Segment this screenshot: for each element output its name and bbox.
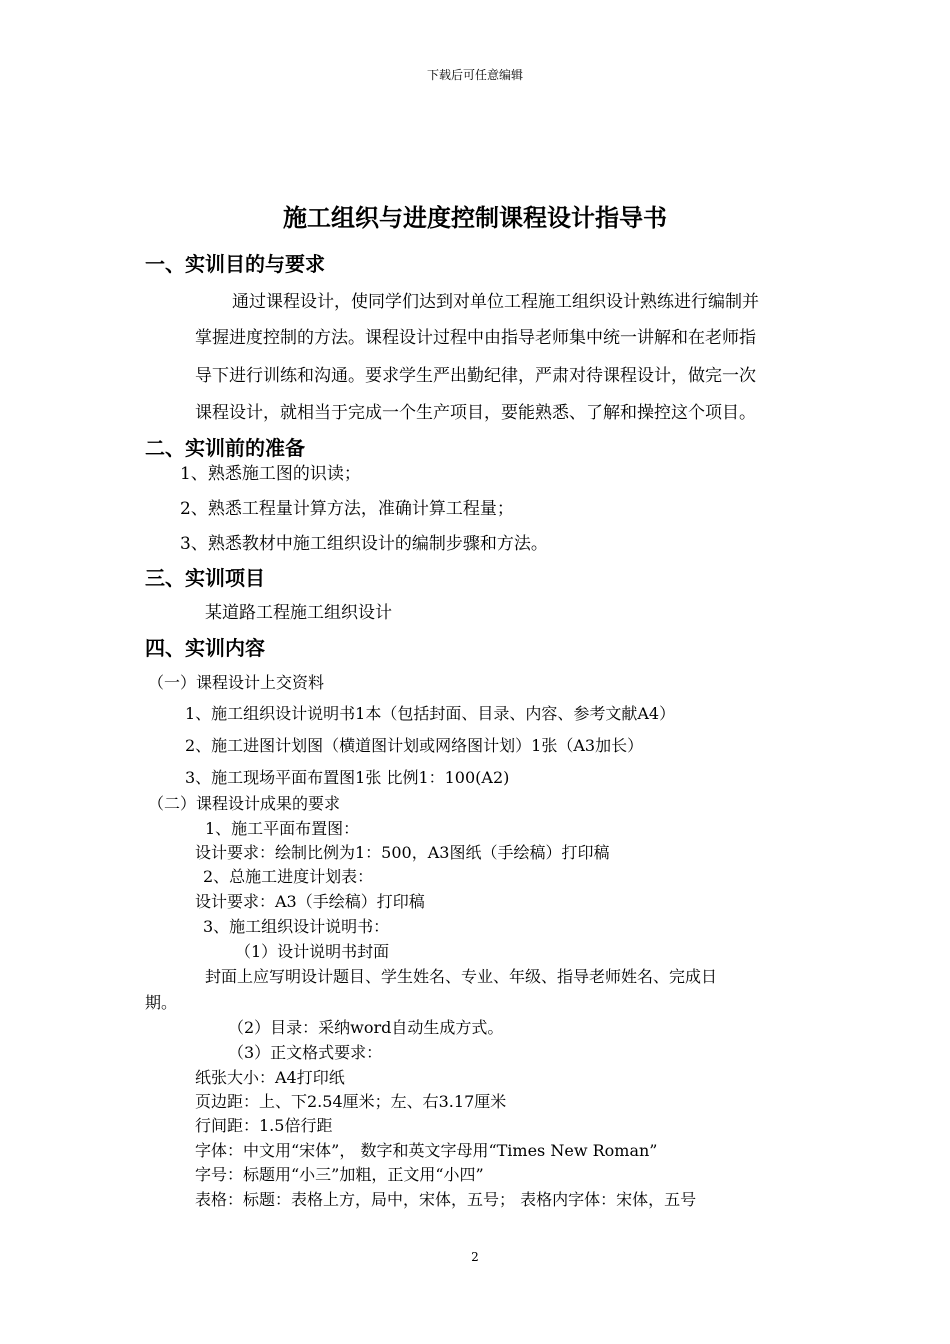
text-line: 设计要求：A3（手绘稿）打印稿 (195, 892, 425, 911)
list-item: 1、施工组织设计说明书1本（包括封面、目录、内容、参考文献A4） (185, 704, 676, 723)
text-line: 封面上应写明设计题目、学生姓名、专业、年级、指导老师姓名、完成日 (205, 967, 718, 986)
list-item: 2、熟悉工程量计算方法，准确计算工程量； (180, 499, 514, 519)
section-heading-4: 四、实训内容 (145, 636, 265, 660)
text-line: 纸张大小：A4打印纸 (195, 1068, 345, 1087)
paragraph-line: 掌握进度控制的方法。课程设计过程中由指导老师集中统一讲解和在老师指 (195, 328, 756, 348)
text-line: （2）目录：采纳word自动生成方式。 (228, 1018, 504, 1037)
section-heading-2: 二、实训前的准备 (145, 436, 305, 460)
subsection-label: （一）课程设计上交资料 (148, 673, 325, 692)
subsection-label: （二）课程设计成果的要求 (148, 794, 341, 813)
section-heading-1: 一、实训目的与要求 (145, 252, 325, 276)
text-line: 页边距：上、下2.54厘米；左、右3.17厘米 (195, 1092, 507, 1111)
paragraph-line: 导下进行训练和沟通。要求学生严出勤纪律，严肃对待课程设计，做完一次 (195, 366, 756, 386)
page-number: 2 (471, 1250, 479, 1264)
text-line: 字体：中文用“宋体”， 数字和英文字母用“Times New Roman” (195, 1141, 658, 1160)
paragraph-line: 课程设计，就相当于完成一个生产项目，要能熟悉、了解和操控这个项目。 (195, 403, 756, 423)
text-line: 字号：标题用“小三”加粗，正文用“小四” (195, 1165, 484, 1184)
list-item: 2、施工进图计划图（横道图计划或网络图计划）1张（A3加长） (185, 736, 644, 755)
list-item: 3、施工现场平面布置图1张 比例1：100(A2) (185, 768, 510, 787)
text-line: 1、施工平面布置图： (205, 819, 360, 838)
document-title: 施工组织与进度控制课程设计指导书 (283, 204, 667, 232)
page-header: 下载后可任意编辑 (426, 68, 523, 82)
text-line: 2、总施工进度计划表： (203, 867, 374, 886)
text-line: 设计要求：绘制比例为1：500，A3图纸（手绘稿）打印稿 (195, 843, 610, 862)
paragraph-line: 通过课程设计，使同学们达到对单位工程施工组织设计熟练进行编制并 (232, 292, 759, 312)
list-item: 3、熟悉教材中施工组织设计的编制步骤和方法。 (180, 534, 548, 554)
project-name: 某道路工程施工组织设计 (205, 603, 392, 623)
text-line: （3）正文格式要求： (228, 1043, 383, 1062)
text-line: 行间距：1.5倍行距 (195, 1116, 333, 1135)
text-line: 期。 (145, 993, 178, 1012)
text-line: 3、施工组织设计说明书： (203, 917, 390, 936)
section-heading-3: 三、实训项目 (145, 566, 265, 590)
list-item: 1、熟悉施工图的识读； (180, 464, 361, 484)
text-line: 表格：标题：表格上方，局中，宋体，五号； 表格内字体：宋体，五号 (195, 1190, 697, 1209)
text-line: （1）设计说明书封面 (235, 942, 390, 961)
